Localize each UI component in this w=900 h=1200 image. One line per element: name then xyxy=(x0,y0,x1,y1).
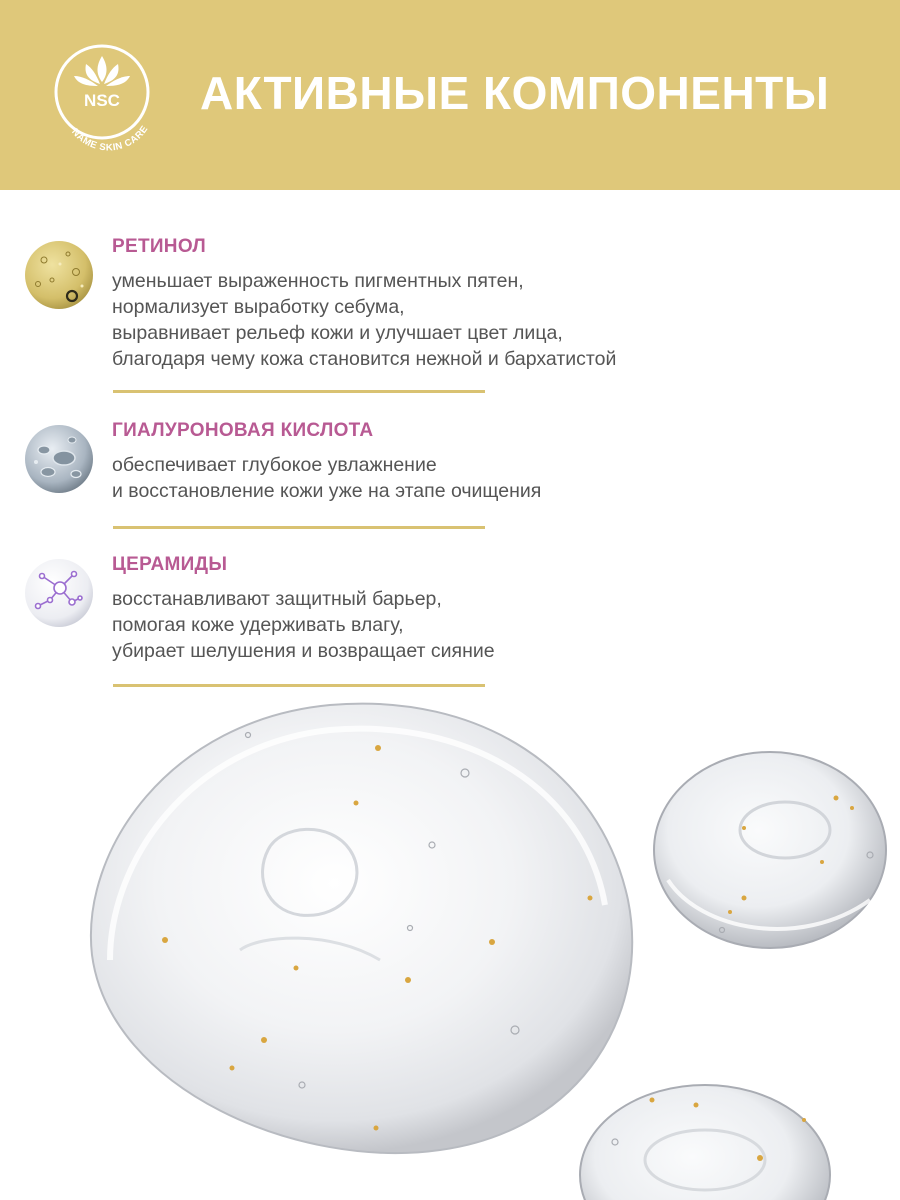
component-title: РЕТИНОЛ xyxy=(112,236,207,257)
logo-tagline: NAME SKIN CARE xyxy=(69,123,151,154)
hyaluronic-droplets-icon xyxy=(24,424,94,494)
divider xyxy=(113,526,485,529)
divider xyxy=(113,684,485,687)
page-title: АКТИВНЫЕ КОМПОНЕНТЫ xyxy=(200,67,830,119)
divider xyxy=(113,390,485,393)
retinol-bubbles-icon xyxy=(24,240,94,310)
header-banner xyxy=(0,0,900,190)
component-title: ЦЕРАМИДЫ xyxy=(112,554,228,575)
brand-logo xyxy=(50,40,165,155)
component-title: ГИАЛУРОНОВАЯ КИСЛОТА xyxy=(112,420,374,441)
component-description: обеспечивает глубокое увлажнение и восстановление кожи уже на этапе очищения xyxy=(112,454,542,502)
logo-abbr: NSC xyxy=(84,91,120,110)
molecule-icon xyxy=(24,558,94,628)
gel-drops-photo xyxy=(0,690,900,1200)
component-description: уменьшает выраженность пигментных пятен, нормализует выработку себума, выравнивает рельеф кожи и улучшает цвет лица, благодаря чему кожа становится нежной и бархатистой xyxy=(112,270,617,370)
component-description: восстанавливают защитный барьер, помогая коже удерживать влагу, убирает шелушения и возвращает сияние xyxy=(112,588,495,662)
lotus-icon xyxy=(74,56,130,86)
